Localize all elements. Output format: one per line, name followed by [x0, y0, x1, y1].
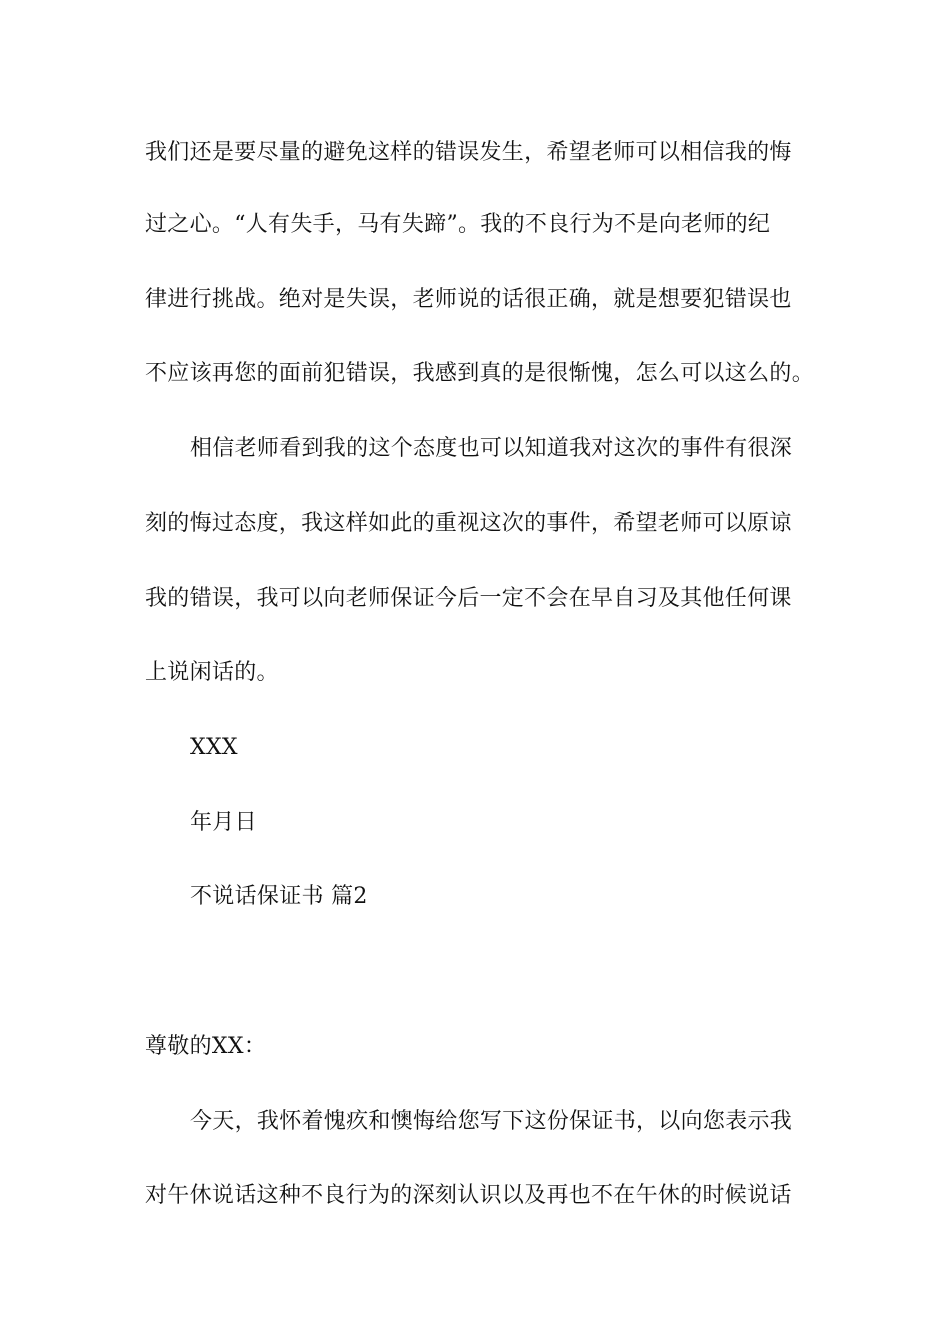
paragraph-line: 上说闲话的。 [145, 660, 279, 685]
paragraph-line: 相信老师看到我的这个态度也可以知道我对这次的事件有很深 [190, 436, 793, 461]
paragraph-line: 对午休说话这种不良行为的深刻认识以及再也不在午休的时候说话 [145, 1183, 792, 1208]
section-heading: 不说话保证书 篇2 [190, 884, 368, 909]
salutation: 尊敬的XX： [145, 1034, 267, 1059]
paragraph-line: 我的错误，我可以向老师保证今后一定不会在早自习及其他任何课 [145, 586, 792, 611]
paragraph-line: 过之心。“人有失手，马有失蹄”。我的不良行为不是向老师的纪 [145, 212, 771, 237]
paragraph-line: 我们还是要尽量的避免这样的错误发生，希望老师可以相信我的悔 [145, 140, 792, 165]
paragraph-line: 今天，我怀着愧疚和懊悔给您写下这份保证书，以向您表示我 [190, 1109, 793, 1134]
paragraph-line: 律进行挑战。绝对是失误，老师说的话很正确，就是想要犯错误也 [145, 287, 792, 312]
paragraph-line: 不应该再您的面前犯错误，我感到真的是很惭愧，怎么可以这么的。 [145, 361, 815, 386]
signature-name: XXX [190, 735, 238, 760]
paragraph-line: 刻的悔过态度，我这样如此的重视这次的事件，希望老师可以原谅 [145, 511, 792, 536]
signature-date: 年月日 [190, 810, 257, 835]
